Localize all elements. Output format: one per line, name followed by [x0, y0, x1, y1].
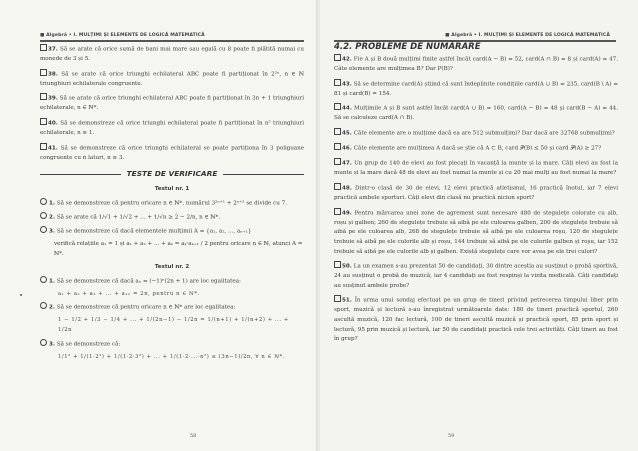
problem-37	[40, 44, 304, 65]
problem-text: Un grup de 140 de elevi au fost plecați în vacanță la munte și la mare. Câți elevi au fost la munte și la mare dacă 48 de elevi au fost numai la munte și cu 20 mai mulți au fost numai la mare?	[334, 160, 618, 177]
test1-title: Testul nr. 1	[154, 186, 190, 193]
problem-49	[334, 208, 618, 257]
problem-number: 38.	[48, 71, 58, 78]
problem-number: 51.	[342, 297, 352, 304]
checkbox-icon	[40, 118, 47, 125]
left-running-head: ■ Algebră • I. MULȚIMI ȘI ELEMENTE DE LOGICĂ MATEMATICĂ	[40, 33, 205, 38]
problem-number: 50.	[342, 263, 352, 270]
problem-number: 45.	[342, 130, 352, 137]
problem-46	[334, 143, 618, 154]
problem-text: Să se determine card(A) știind că sunt îndeplinite condițiile card(A ∪ B) = 235, card(B \ A) = 81 și card(B) = 154.	[334, 81, 619, 97]
test2-item-3	[40, 339, 304, 350]
item-text: verifică relațiile a₁ = 1 și a₁ + a₂ + ... + aₖ = aₖ·aₖ₊₁ / 2 pentru oricare n ∈ ℕ, atunci A = ℕ*.	[54, 240, 303, 257]
problem-number: 37.	[48, 46, 58, 53]
bullet-circle-icon	[40, 276, 47, 283]
item-number: 3.	[49, 228, 56, 235]
left-page	[0, 0, 318, 451]
left-header-rule	[40, 40, 304, 42]
problem-text: Dintr-o clasă de 30 de elevi, 12 elevi practică atletismul, 16 practică înotul, iar 7 elevi practică ambele sporturi. Câți elevi din clasă nu practică niciun sport?	[334, 185, 619, 202]
tests-title: TESTE DE VERIFICARE	[126, 169, 218, 179]
problem-text: În urma unui sondaj efectuat pe un grup de tineri privind petrecerea timpului liber prin sport, muzică și lectură s-au înregistrat următoarele date: 180 de tineri practică sportul, 260 ascultă muzică, 120 fac lectură, 100 de tineri ascultă muzică și practică sport, 85 prin sport și lectură, 95 prin muzică și lectură, iar 50 de candidați practică cele trei activități. Câți tineri au fost în grup?	[334, 297, 618, 343]
problem-43	[334, 79, 618, 100]
test1-item-2	[40, 212, 304, 223]
bullet-circle-icon	[40, 226, 47, 233]
test2-formula-3: 1/1² + 1/(1·2²) + 1/(1·2·3²) + ... + 1/(1·2·...·n²) ≤ (3n−1)/2n, ∀ n ∈ ℕ*.	[58, 353, 286, 360]
problem-text: Să se demonstreze că orice triunghi echilateral se poate partiționa în 3 poligoane congruente cu n laturi, n ≥ 3.	[40, 145, 305, 161]
tests-rule-right	[223, 174, 304, 175]
tests-heading	[40, 169, 304, 179]
item-number: 2.	[49, 304, 56, 311]
problem-38	[40, 69, 304, 90]
problem-44	[334, 103, 618, 124]
problem-text: Să se arate că orice triunghi echilateral ABC poate fi partiționat în 2²ⁿ, n ∈ ℕ triunghiuri echilaterale congruente.	[40, 71, 305, 87]
checkbox-icon	[334, 54, 341, 61]
bullet-circle-icon	[40, 339, 47, 346]
item-number: 1.	[49, 200, 56, 207]
test1-item-3	[40, 226, 304, 237]
problem-48	[334, 183, 618, 204]
bullet-circle-icon	[40, 302, 47, 309]
right-page	[320, 0, 638, 451]
problem-number: 43.	[342, 81, 352, 88]
item-text: Să se demonstreze că pentru oricare n ∈ ℕ* are loc egalitatea:	[56, 304, 236, 311]
checkbox-icon	[40, 44, 47, 51]
problem-text: Mulțimile A și B sunt astfel încât card(A ∪ B) = 160, card(A − B) = 48 și card(B − A) = 44. Să se calculeze card(A ∩ B).	[334, 105, 619, 122]
test2-item-1	[40, 276, 304, 287]
problem-number: 46.	[342, 145, 352, 152]
problem-50	[334, 261, 618, 291]
checkbox-icon	[40, 69, 47, 76]
checkbox-icon	[334, 208, 341, 215]
test2-formula-2: 1 − 1/2 + 1/3 − 1/4 + ... + 1/(2n−1) − 1/2n = 1/(n+1) + 1/(n+2) + ... + 1/2n	[58, 317, 289, 334]
test2-item-2	[40, 302, 304, 313]
problem-number: 49.	[342, 210, 352, 217]
item-number: 2.	[49, 214, 56, 221]
test1-item-3-cont	[40, 240, 304, 259]
checkbox-icon	[334, 79, 341, 86]
checkbox-icon	[334, 183, 341, 190]
problem-text: Câte elemente are mulțimea A dacă se știe că A ⊂ B, card 𝒫(B) ≤ 50 și card 𝒫(A) ≥ 27?	[353, 145, 602, 152]
item-text: Să se demonstreze că pentru oricare n ∈ ℕ*, numărul 3²ⁿ⁺¹ + 2ⁿ⁺² se divide cu 7.	[56, 200, 287, 207]
test1-item-1	[40, 198, 304, 209]
problem-45	[334, 128, 618, 139]
item-number: 1.	[49, 278, 56, 285]
checkbox-icon	[40, 143, 47, 150]
margin-mark	[20, 294, 22, 296]
problem-47	[334, 158, 618, 179]
test2-title: Testul nr. 2	[154, 264, 190, 271]
bullet-circle-icon	[40, 198, 47, 205]
checkbox-icon	[334, 103, 341, 110]
section-title: 4.2. PROBLEME DE NUMĂRARE	[334, 42, 481, 52]
problem-51	[334, 295, 618, 344]
item-text: Să se demonstreze că dacă aₙ = (−1)ⁿ(2n + 1) are loc egalitatea:	[56, 278, 241, 285]
problem-text: Fie A și B două mulțimi finite astfel încât card(A − B) = 52, card(A ∩ B) = 8 și card(A) = 47. Câte elemente are mulțimea B? Dar P(B)?	[334, 56, 618, 73]
tests-rule-left	[40, 174, 121, 175]
problem-42	[334, 54, 618, 75]
problem-number: 42.	[342, 56, 352, 63]
item-text: Să se arate că	[56, 214, 97, 221]
problem-number: 40.	[48, 120, 58, 127]
item-text: Să se demonstreze că dacă elementele mulțimii A = {a₁, a₂, ..., aₙ₊₁}	[56, 228, 252, 235]
item-text: Să se demonstreze că:	[56, 341, 121, 348]
problem-number: 44.	[342, 105, 352, 112]
left-page-number: 58	[190, 433, 197, 439]
problem-number: 48.	[342, 185, 352, 192]
bullet-circle-icon	[40, 212, 47, 219]
right-content	[334, 54, 618, 349]
right-page-number: 59	[448, 433, 455, 439]
problem-number: 39.	[48, 95, 58, 102]
problem-text: Pentru mărcarea unei zone de agrement sunt necesare 480 de stegulețe colorate cu alb, roșu și galben; 260 de stegulețe trebuie să aibă pe ele culoarea galben, 200 de stegulețe trebuie să aibă pe ele culoarea alb, 268 de stegulețe trebuie să aibă pe ele culoarea roșu, 120 de stegulețe trebuie să aibă pe ele culorile alb și roșu, 144 trebuie să aibă pe ele culorile galben și roșu, iar 152 trebuie să aibă pe ele culorile alb și galben. Există stegulețe care vor avea pe ele trei culori?	[334, 210, 619, 255]
problem-41	[40, 143, 304, 164]
problem-39	[40, 93, 304, 114]
item-number: 3.	[49, 341, 56, 348]
problem-40	[40, 118, 304, 139]
problem-number: 47.	[342, 160, 352, 167]
problem-text: Câte elemente are o mulțime dacă ea are 512 submulțimi? Dar dacă are 32768 submulțimi?	[353, 130, 615, 137]
problem-text: La un examen s-au prezentat 50 de candidați, 30 dintre aceștia au susținut o probă sportivă, 24 au susținut o probă de muzică, iar 4 candidați au fost respinși la vizita medicală. Câți candidați au susținut ambele probe?	[334, 263, 619, 289]
checkbox-icon	[334, 143, 341, 150]
problem-text: Să se arate că orice sumă de bani mai mare sau egală cu 8 poate fi plătită numai cu monede de 3 și 5.	[40, 46, 304, 63]
right-running-head: ■ Algebră • I. MULȚIMI ȘI ELEMENTE DE LOGICĂ MATEMATICĂ	[445, 33, 610, 38]
test2-formula-1: a₁ + a₂ + a₃ + ... + a₂ₙ = 2n, pentru n ∈ ℕ*.	[58, 290, 200, 297]
checkbox-icon	[334, 261, 341, 268]
checkbox-icon	[334, 295, 341, 302]
checkbox-icon	[334, 128, 341, 135]
checkbox-icon	[334, 158, 341, 165]
problem-text: Să se demonstreze că orice triunghi echilateral poate fi partiționat în n² triunghiuri echilaterale, n ≥ 1.	[40, 120, 305, 137]
problem-text: Să se arate că orice triunghi echilateral ABC poate fi partiționat în 3n + 1 triunghiuri echilaterale, n ∈ ℕ*.	[40, 95, 304, 112]
left-content	[40, 44, 304, 365]
problem-number: 41.	[48, 145, 58, 152]
test1-formula: 1/√1 + 1/√2 + ... + 1/√n ≥ 2 − 2/n, n ∈ ℕ*.	[98, 214, 221, 221]
checkbox-icon	[40, 93, 47, 100]
